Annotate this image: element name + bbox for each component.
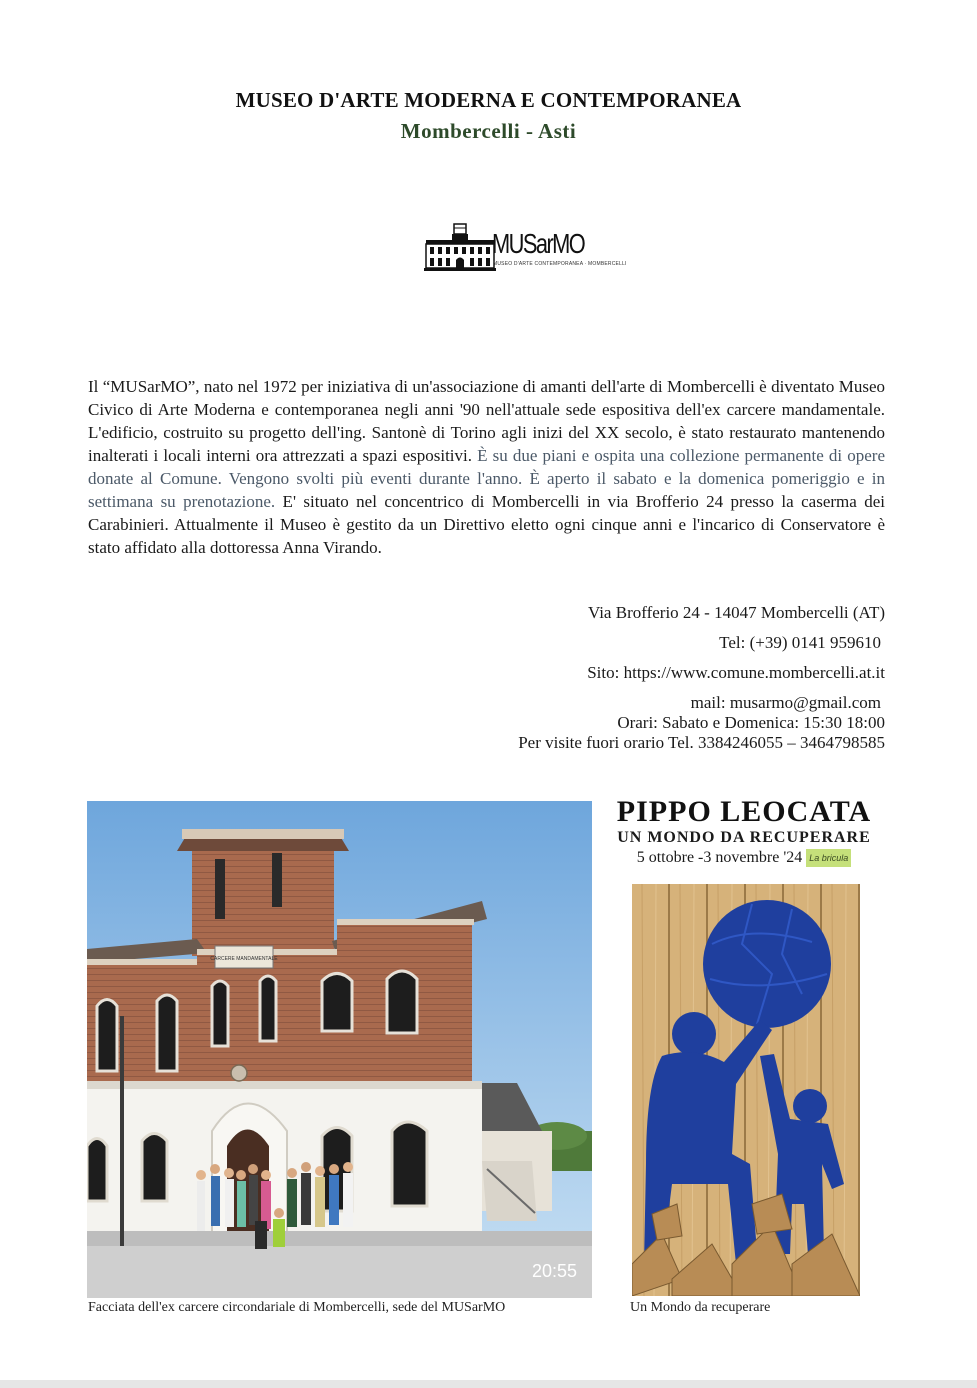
description-part-1: Il “MUSarMO”, nato nel 1972 per iniziativa di un'associazione di amanti dell'arte di Mombercelli è diventato Museo Civico di Arte Moderna e contemporanea negli anni '90 nell'attuale sede espositiva dell'ex carcere mandamentale. L'edificio, costruito su progetto dell'ing. Santonè di Torino agli inizi del XX secolo, è stato restaurato mantenendo inalterati i locali interni ora attrezzati a spazi espositivi. xyxy=(88,377,885,465)
contact-tel: Tel: (+39) 0141 959610 xyxy=(719,633,881,652)
museum-facade-photo xyxy=(87,801,592,1298)
extra-hours-phone: Per visite fuori orario Tel. 3384246055 – 3464798585 xyxy=(518,733,885,752)
logo-wordmark: MUSarMO xyxy=(492,228,585,259)
contact-block xyxy=(518,603,885,753)
artwork-image xyxy=(632,884,860,1296)
exhibition-title: UN MONDO DA RECUPERARE xyxy=(617,829,871,846)
page-header xyxy=(0,88,977,144)
exhibition-block xyxy=(602,795,886,867)
contact-mail[interactable]: mail: musarmo@gmail.com xyxy=(690,693,881,712)
contact-address: Via Brofferio 24 - 14047 Mombercelli (AT) xyxy=(587,603,885,622)
description-part-2: È su due piani e ospita una collezione permanente di opere donate al Comune. Vengono svolti più eventi durante l'anno. È aperto il sabato e la domenica pomeriggio e in settimana su prenotazione. xyxy=(88,446,886,511)
museum-title: MUSEO D'ARTE MODERNA E CONTEMPORANEA xyxy=(235,88,742,112)
museum-description xyxy=(88,375,885,559)
logo-tagline: MUSEO D'ARTE CONTEMPORANEA · MOMBERCELLI xyxy=(493,261,627,267)
photo-caption: Facciata dell'ex carcere circondariale di Mombercelli, sede del MUSarMO xyxy=(88,1300,506,1315)
museum-location: Mombercelli - Asti xyxy=(400,119,577,143)
opening-hours: Orari: Sabato e Domenica: 15:30 18:00 xyxy=(617,713,885,732)
page-bottom-divider xyxy=(0,1380,977,1388)
description-part-3: E' situato nel concentrico di Mombercelli in via Brofferio 24 presso la caserma dei Carabinieri. Attualmente il Museo è gestito da un Direttivo eletto ogni cinque anni e l'incarico di Conservatore è stato affidato alla dottoressa Anna Virando. xyxy=(88,492,885,557)
contact-site[interactable]: Sito: https://www.comune.mombercelli.at.it xyxy=(587,663,885,682)
museum-logo xyxy=(396,218,627,278)
sponsor-badge: La bricula xyxy=(806,849,851,867)
exhibition-dates: 5 ottobre -3 novembre '24 xyxy=(636,849,803,866)
exhibition-artist: PIPPO LEOCATA xyxy=(616,795,872,828)
exhibition-dates-row xyxy=(602,849,886,867)
artwork-caption: Un Mondo da recuperare xyxy=(630,1300,771,1315)
video-timestamp: 20:55 xyxy=(531,1261,577,1281)
artwork-globe xyxy=(703,900,831,1028)
facade-plate: CARCERE MANDAMENTALE xyxy=(210,956,278,962)
